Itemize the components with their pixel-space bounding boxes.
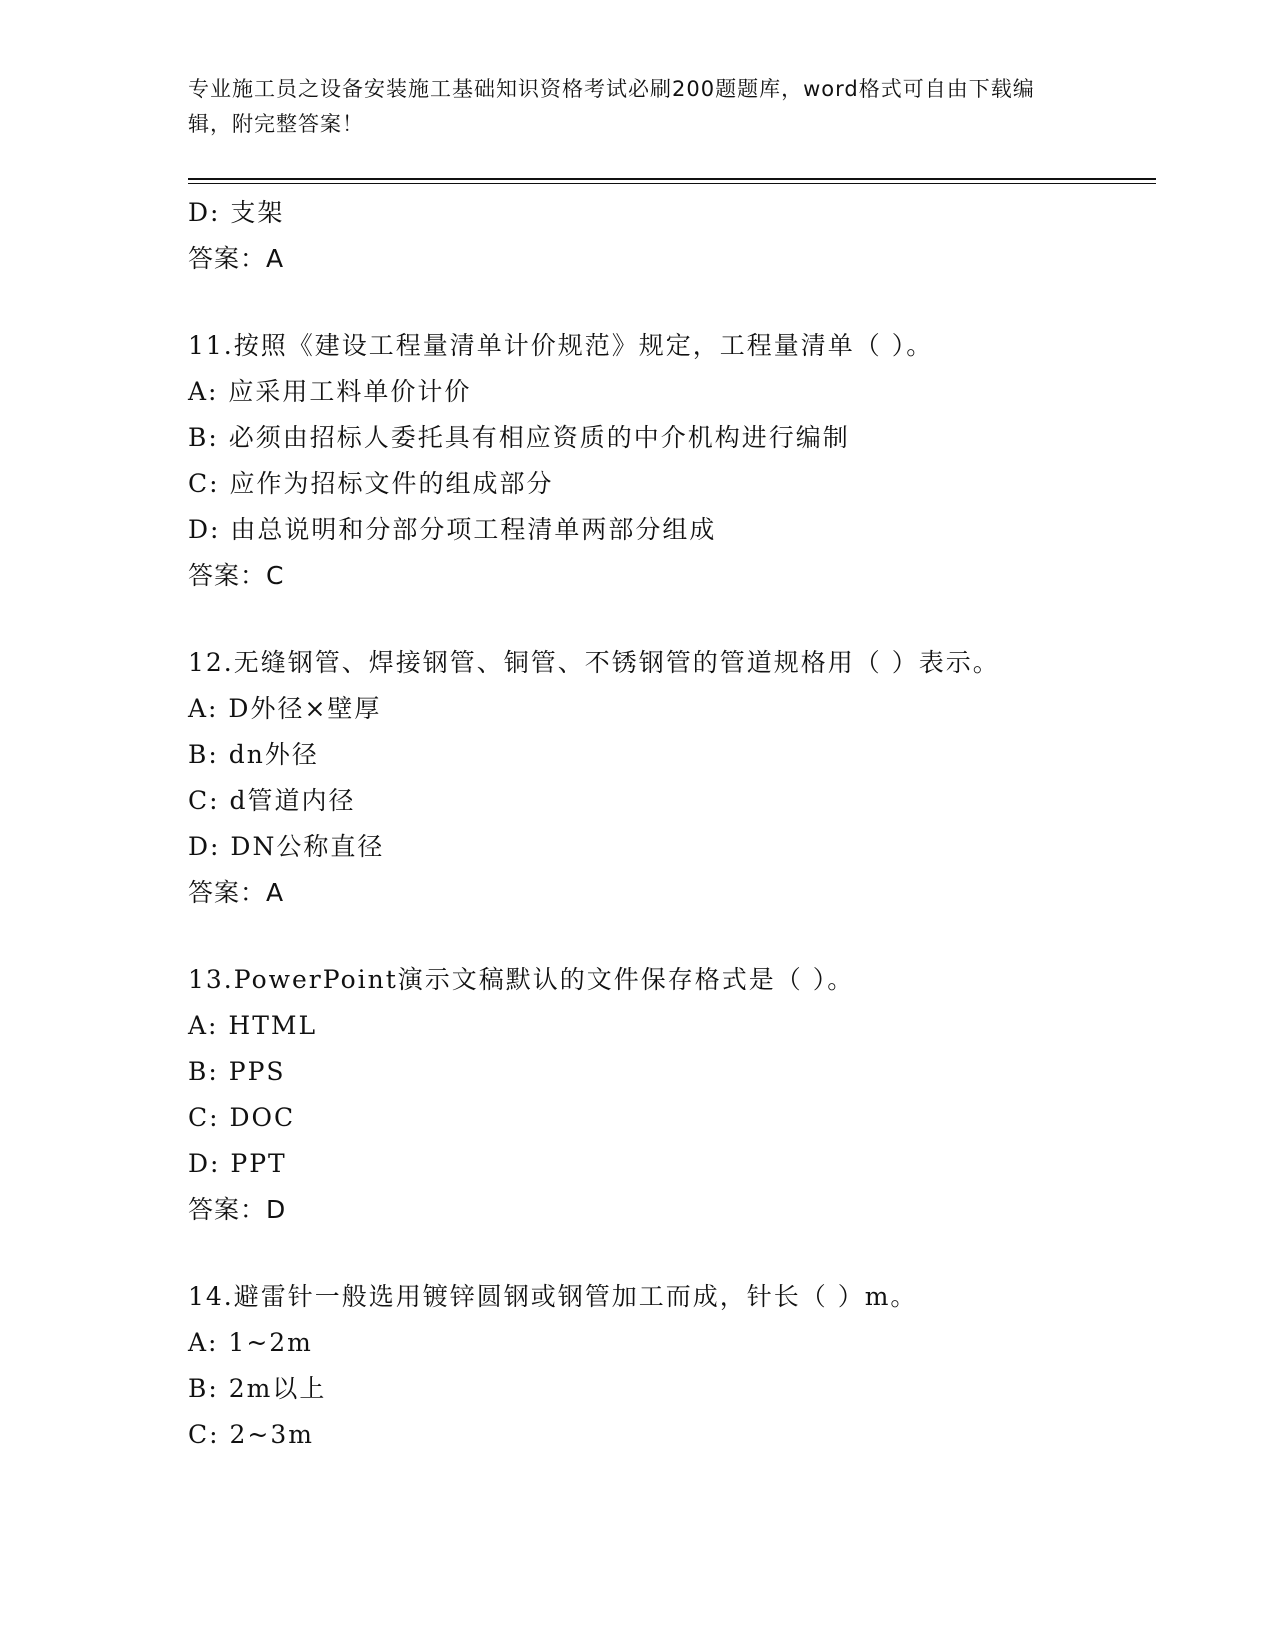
option-a: A: D外径×壁厚 [188,694,382,723]
document-header [188,72,1068,142]
option-b: B: PPS [188,1057,286,1086]
question-text: 13.PowerPoint演示文稿默认的文件保存格式是（ ）。 [188,965,855,994]
document-title: 专业施工员之设备安装施工基础知识资格考试必刷200题题库，word格式可自由下载编辑，附完整答案！ [188,77,1035,136]
header-divider-thin [188,183,1156,184]
answer-line: 答案：C [188,561,285,590]
answer-line: 答案：A [188,878,285,907]
header-divider-thick [188,178,1156,180]
question-13 [188,957,1148,1233]
question-text: 12.无缝钢管、焊接钢管、铜管、不锈钢管的管道规格用（ ）表示。 [188,648,1000,677]
option-a: A: HTML [188,1011,318,1040]
option-d: D: 由总说明和分部分项工程清单两部分组成 [188,515,717,544]
option-d: D: 支架 [188,198,285,227]
option-b: B: dn外径 [188,740,319,769]
question-text: 11.按照《建设工程量清单计价规范》规定，工程量清单（ ）。 [188,331,934,360]
option-a: A: 1~2m [188,1328,313,1357]
question-11 [188,323,1148,599]
answer-line: 答案：A [188,244,285,273]
question-gap [188,282,1148,323]
question-partial [188,190,1148,282]
question-12 [188,640,1148,916]
option-c: C: 应作为招标文件的组成部分 [188,469,554,498]
option-b: B: 2m以上 [188,1374,327,1403]
document-body [188,190,1148,1458]
option-b: B: 必须由招标人委托具有相应资质的中介机构进行编制 [188,423,850,452]
question-gap [188,599,1148,640]
option-c: C: 2~3m [188,1420,314,1449]
option-c: C: DOC [188,1103,296,1132]
question-gap [188,1233,1148,1274]
question-text: 14.避雷针一般选用镀锌圆钢或钢管加工而成，针长（ ）m。 [188,1282,918,1311]
option-a: A: 应采用工料单价计价 [188,377,472,406]
option-d: D: PPT [188,1149,287,1178]
option-c: C: d管道内径 [188,786,356,815]
question-gap [188,916,1148,957]
question-14 [188,1274,1148,1458]
answer-line: 答案：D [188,1195,287,1224]
option-d: D: DN公称直径 [188,832,385,861]
